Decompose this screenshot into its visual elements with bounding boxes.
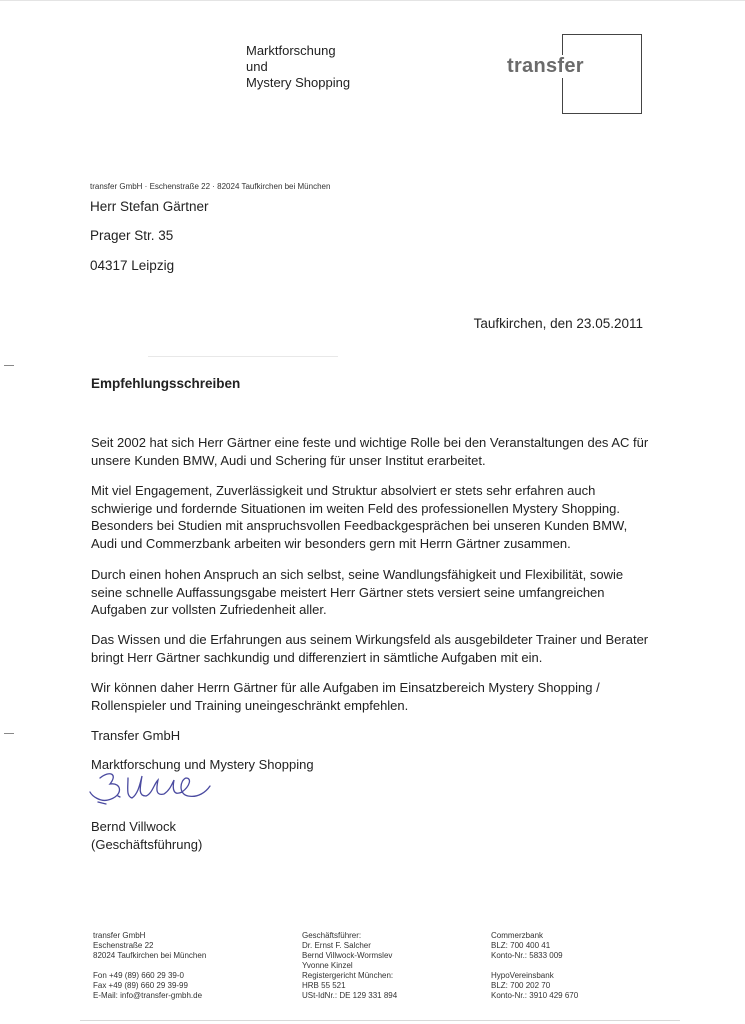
letter-date: Taufkirchen, den 23.05.2011 bbox=[473, 316, 643, 331]
footer-line: Konto-Nr.: 5833 009 bbox=[491, 951, 563, 960]
recipient-city: 04317 Leipzig bbox=[90, 258, 175, 273]
footer-line: HypoVereinsbank bbox=[491, 971, 554, 980]
footer-fax: Fax +49 (89) 660 29 39-99 bbox=[93, 981, 188, 990]
body-paragraph-4: Das Wissen und die Erfahrungen aus seinem Wirkungsfeld als ausgebildeter Trainer und Berater bringt Herr Gärtner sachkundig und differenziert in sämtliche Aufgaben mit ein. bbox=[91, 632, 649, 665]
top-scan-line bbox=[0, 0, 745, 1]
body-paragraph-3: Durch einen hohen Anspruch an sich selbst, seine Wandlungsfähigkeit und Flexibilität, sowie seine schnelle Auffassungsgabe meistert Herr Gärtner stets versiert seine umfangreichen Aufgaben zur vollsten Zufriedenheit aller. bbox=[91, 567, 624, 617]
footer-line: Konto-Nr.: 3910 429 670 bbox=[491, 991, 579, 1000]
body-paragraph-2: Mit viel Engagement, Zuverlässigkeit und Struktur absolviert er stets sehr erfahren auch schwierige und fordernde Situationen im weiten Feld des professionellen Mystery Shopping. Besonders bei Studien mit anspruchsvollen Feedbackgesprächen bei unseren Kunden BMW, Audi und Commerzbank arbeiten wir besonders gern mit Herrn Gärtner zusammen. bbox=[91, 483, 628, 551]
footer-bank-column bbox=[491, 931, 651, 1001]
header-tagline bbox=[246, 43, 350, 91]
scan-artifact-line bbox=[148, 356, 338, 357]
recipient-name: Herr Stefan Gärtner bbox=[90, 199, 209, 214]
footer-line: USt-IdNr.: DE 129 331 894 bbox=[302, 991, 398, 1000]
bottom-scan-line bbox=[80, 1020, 680, 1021]
letter-subject: Empfehlungsschreiben bbox=[91, 376, 241, 391]
footer-line: HRB 55 521 bbox=[302, 981, 346, 990]
footer-email: E-Mail: info@transfer-gmbh.de bbox=[93, 991, 203, 1000]
footer-line: Bernd Villwock-Wormslev bbox=[302, 951, 393, 960]
body-paragraph-1: Seit 2002 hat sich Herr Gärtner eine feste und wichtige Rolle bei den Veranstaltungen des AC für unsere Kunden BMW, Audi und Schering für unser Institut erarbeitet. bbox=[91, 435, 649, 468]
footer-line: Dr. Ernst F. Salcher bbox=[302, 941, 371, 950]
footer-line: BLZ: 700 400 41 bbox=[491, 941, 551, 950]
signer-name: Bernd Villwock bbox=[91, 819, 177, 834]
footer-spacer bbox=[491, 961, 651, 971]
recipient-street: Prager Str. 35 bbox=[90, 228, 174, 243]
footer-line: Geschäftsführer: bbox=[302, 931, 362, 940]
footer-company-column bbox=[93, 931, 273, 1001]
handwritten-signature bbox=[88, 766, 218, 824]
company-logo: transfer bbox=[507, 55, 584, 77]
footer-line: Yvonne Kinzel bbox=[302, 961, 353, 970]
tagline-line-3: Mystery Shopping bbox=[246, 75, 351, 90]
tagline-line-1: Marktforschung bbox=[246, 43, 336, 58]
footer-management-column bbox=[302, 931, 462, 1001]
footer-spacer bbox=[93, 961, 273, 971]
sender-address-line: transfer GmbH · Eschenstraße 22 · 82024 Taufkirchen bei München bbox=[90, 182, 331, 191]
fold-mark-top bbox=[4, 365, 14, 366]
footer-line: BLZ: 700 202 70 bbox=[491, 981, 551, 990]
footer-line: Eschenstraße 22 bbox=[93, 941, 154, 950]
body-paragraph-5: Wir können daher Herrn Gärtner für alle Aufgaben im Einsatzbereich Mystery Shopping / Rollenspieler und Training uneingeschränkt empfehlen. bbox=[91, 680, 600, 713]
closing-division: Marktforschung und Mystery Shopping bbox=[91, 757, 314, 772]
footer-line: 82024 Taufkirchen bei München bbox=[93, 951, 207, 960]
tagline-line-2: und bbox=[246, 59, 268, 74]
footer-line: Registergericht München: bbox=[302, 971, 394, 980]
fold-mark-bottom bbox=[4, 733, 14, 734]
footer-phone: Fon +49 (89) 660 29 39-0 bbox=[93, 971, 184, 980]
footer-line: Commerzbank bbox=[491, 931, 544, 940]
closing-company: Transfer GmbH bbox=[91, 728, 181, 743]
footer-line: transfer GmbH bbox=[93, 931, 146, 940]
signer-role: (Geschäftsführung) bbox=[91, 837, 203, 852]
